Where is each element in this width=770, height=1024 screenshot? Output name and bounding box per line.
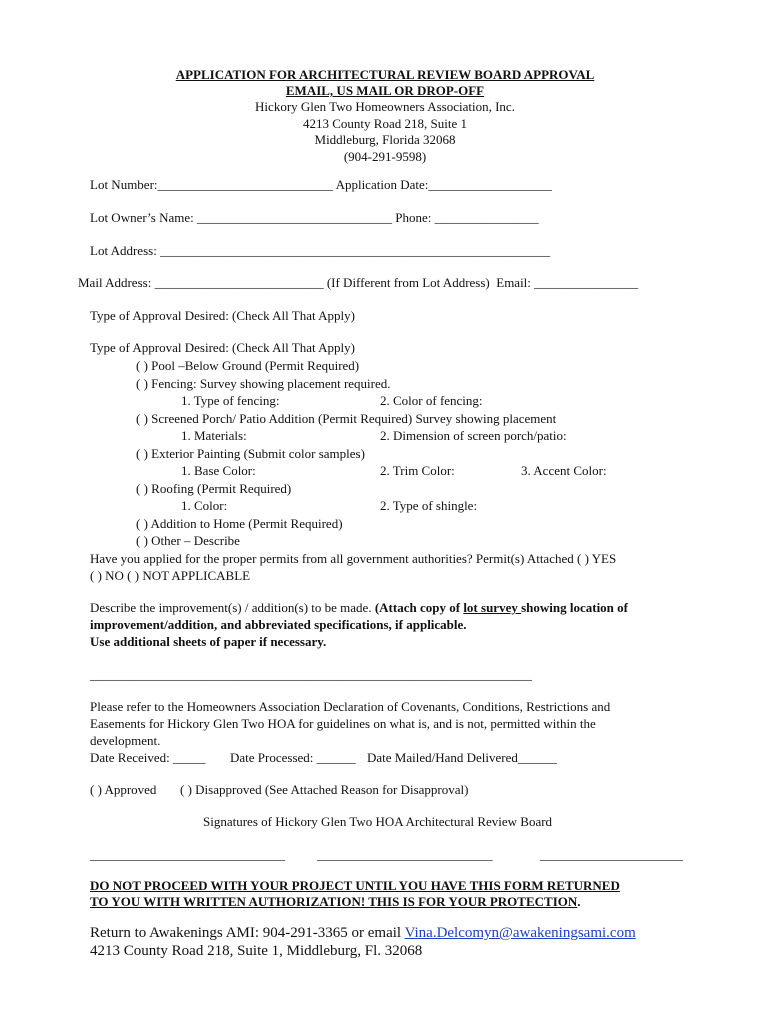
lot-number-label: Lot Number: bbox=[90, 177, 158, 192]
email-label: Email: bbox=[496, 275, 531, 290]
owner-name-field[interactable]: ______________________________ bbox=[196, 210, 392, 225]
roof-shingle-label: 2. Type of shingle: bbox=[380, 498, 478, 513]
paint-accent-label: 3. Accent Color: bbox=[521, 463, 607, 478]
association-address-line1: 4213 County Road 218, Suite 1 bbox=[303, 116, 467, 131]
return-text: Return to Awakenings AMI: 904-291-3365 or email bbox=[90, 925, 405, 941]
warning-to: TO bbox=[90, 894, 109, 909]
date-mailed-field[interactable]: Date Mailed/Hand Delivered______ bbox=[367, 750, 557, 765]
phone-label: Phone: bbox=[395, 210, 432, 225]
return-email-link[interactable]: Vina.Delcomyn@awakeningsami.com bbox=[404, 925, 636, 941]
mail-address-field[interactable]: __________________________ bbox=[154, 275, 324, 290]
describe-text: Describe the improvement(s) / addition(s) to be made. bbox=[90, 600, 375, 615]
application-date-field[interactable]: ___________________ bbox=[428, 177, 552, 192]
mail-address-note: (If Different from Lot Address) bbox=[326, 275, 490, 290]
lot-address-field[interactable]: ____________________________________________________________ bbox=[160, 243, 551, 258]
mail-address-row bbox=[78, 274, 638, 291]
refer-line-3: development. bbox=[90, 733, 161, 748]
permits-question: Have you applied for the proper permits from all government authorities? Permit(s) Attached ( ) YES bbox=[90, 551, 617, 566]
phone-field[interactable]: ________________ bbox=[434, 210, 539, 225]
paint-base-label: 1. Base Color: bbox=[181, 463, 256, 478]
association-name: Hickory Glen Two Homeowners Association, Inc. bbox=[255, 99, 515, 114]
describe-line-2: improvement/addition, and abbreviated specifications, if applicable. bbox=[90, 617, 467, 632]
signature-line-2[interactable]: ___________________________ bbox=[317, 847, 493, 862]
painting-option[interactable]: ( ) Exterior Painting (Submit color samples) bbox=[136, 446, 365, 461]
form-subtitle: EMAIL, US MAIL OR DROP-OFF bbox=[285, 83, 485, 98]
association-address-line2: Middleburg, Florida 32068 bbox=[314, 132, 456, 147]
other-option[interactable]: ( ) Other – Describe bbox=[136, 533, 240, 548]
signature-line-3[interactable]: ______________________ bbox=[540, 847, 683, 862]
application-date-label: Application Date: bbox=[335, 177, 429, 192]
owner-row bbox=[90, 209, 539, 226]
porch-dimension-label: 2. Dimension of screen porch/patio: bbox=[380, 428, 567, 443]
permits-options: ( ) NO ( ) NOT APPLICABLE bbox=[90, 568, 251, 583]
form-title: APPLICATION FOR ARCHITECTURAL REVIEW BOARD APPROVAL bbox=[175, 67, 595, 82]
approved-option[interactable]: ( ) Approved bbox=[90, 782, 157, 797]
lot-address-label: Lot Address: bbox=[90, 243, 157, 258]
warning-line-1: DO NOT PROCEED WITH YOUR PROJECT UNTIL YOU HAVE THIS FORM RETURNED bbox=[90, 878, 620, 893]
email-field[interactable]: ________________ bbox=[534, 275, 639, 290]
describe-bold-a: (Attach copy of bbox=[374, 600, 464, 615]
refer-line-2: Easements for Hickory Glen Two HOA for guidelines on what is, and is not, permitted within the bbox=[90, 716, 596, 731]
lot-number-field[interactable]: ___________________________ bbox=[157, 177, 334, 192]
date-processed-field[interactable]: Date Processed: ______ bbox=[230, 750, 356, 765]
approval-heading-1: Type of Approval Desired: (Check All That Apply) bbox=[90, 308, 355, 323]
date-received-field[interactable]: Date Received: _____ bbox=[90, 750, 206, 765]
warning-authorization: YOU WITH WRITTEN AUTHORIZATION! THIS IS FOR YOUR PROTECTION bbox=[108, 894, 578, 909]
return-line bbox=[90, 924, 636, 943]
lot-survey-text: lot survey bbox=[463, 600, 522, 615]
describe-field[interactable]: ____________________________________________________________________ bbox=[90, 667, 532, 682]
owner-name-label: Lot Owner’s Name: bbox=[90, 210, 194, 225]
fencing-option[interactable]: ( ) Fencing: Survey showing placement required. bbox=[136, 376, 391, 391]
warning-line-2 bbox=[90, 893, 581, 910]
lot-address-row bbox=[90, 242, 550, 259]
describe-line-3: Use additional sheets of paper if necessary. bbox=[90, 634, 327, 649]
paint-trim-label: 2. Trim Color: bbox=[380, 463, 455, 478]
approval-heading-2: Type of Approval Desired: (Check All That Apply) bbox=[90, 340, 355, 355]
fencing-color-label: 2. Color of fencing: bbox=[380, 393, 483, 408]
warning-period: . bbox=[577, 894, 581, 909]
addition-option[interactable]: ( ) Addition to Home (Permit Required) bbox=[136, 516, 343, 531]
porch-materials-label: 1. Materials: bbox=[181, 428, 247, 443]
disapproved-option[interactable]: ( ) Disapproved (See Attached Reason for Disapproval) bbox=[180, 782, 469, 797]
pool-option[interactable]: ( ) Pool –Below Ground (Permit Required) bbox=[136, 358, 360, 373]
describe-line-1 bbox=[90, 599, 628, 616]
roof-color-label: 1. Color: bbox=[181, 498, 228, 513]
fencing-type-label: 1. Type of fencing: bbox=[181, 393, 280, 408]
mail-address-label: Mail Address: bbox=[78, 275, 152, 290]
refer-line-1: Please refer to the Homeowners Association Declaration of Covenants, Conditions, Restrictions and bbox=[90, 699, 611, 714]
lot-number-row bbox=[90, 176, 552, 193]
describe-bold-b: showing location of bbox=[521, 600, 628, 615]
porch-option[interactable]: ( ) Screened Porch/ Patio Addition (Permit Required) Survey showing placement bbox=[136, 411, 557, 426]
signatures-heading: Signatures of Hickory Glen Two HOA Architectural Review Board bbox=[203, 814, 553, 829]
roofing-option[interactable]: ( ) Roofing (Permit Required) bbox=[136, 481, 292, 496]
return-address: 4213 County Road 218, Suite 1, Middleburg, Fl. 32068 bbox=[90, 943, 423, 959]
association-phone: (904-291-9598) bbox=[343, 149, 427, 164]
signature-line-1[interactable]: ______________________________ bbox=[90, 847, 285, 862]
